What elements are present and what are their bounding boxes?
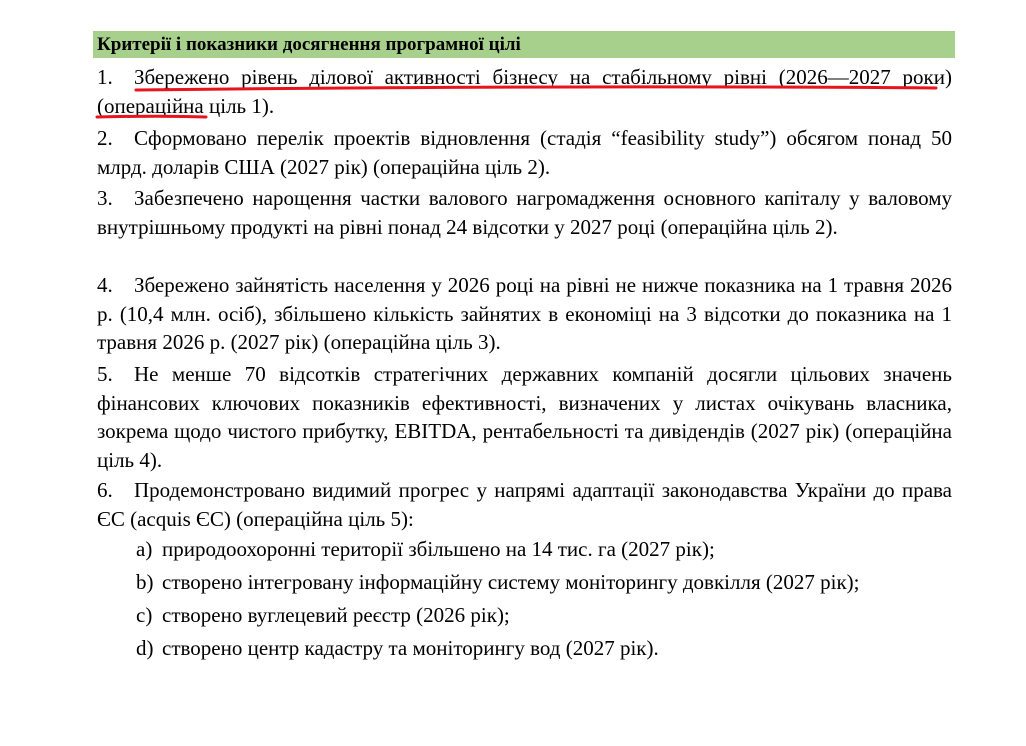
item-text: Збережено зайнятість населення у 2026 році на рівні не нижче показника на 1 травня 2026 р. (10,4 млн. осіб), збільшено кількість зайнятих в економіці на 3 відсотки до показника на 1 травня 2026 р. (2027 рік) (операційна ціль 3). [97,273,952,354]
item-number: 5. [97,362,113,386]
subitem-a [136,535,715,563]
subitem-text: створено інтегровану інформаційну систему моніторингу довкілля (2027 рік); [162,570,860,594]
subitem-c [136,601,510,629]
subitem-b [136,568,859,596]
subitem-letter: a) [136,537,153,561]
item-text: Не менше 70 відсотків стратегічних державних компаній досягли цільових значень фінансових ключових показників ефективності, визначених у листах очікувань власника, зокрема щодо чистого прибутку, EBITDA, рентабельності та дивідендів (2027 рік) (операційна ціль 4). [97,362,952,472]
item-number: 2. [97,126,113,150]
criteria-item-5 [97,360,952,474]
subitem-text: природоохоронні території збільшено на 14 тис. га (2027 рік); [162,537,715,561]
subitem-d [136,634,659,662]
criteria-item-1 [97,63,952,120]
item-text: Сформовано перелік проектів відновлення (стадія “feasibility study”) обсягом понад 50 млрд. доларів США (2027 рік) (операційна ціль 2). [97,126,952,179]
section-title: Критерії і показники досягнення програмної цілі [97,34,521,55]
subitem-letter: c) [136,603,153,627]
item-text: Збережено рівень ділової активності бізнесу на стабільному рівні (2026—2027 роки) (операційна ціль 1). [97,65,952,118]
item-number: 1. [97,65,113,89]
subitem-letter: d) [136,636,154,660]
subitem-letter: b) [136,570,154,594]
criteria-item-2 [97,124,952,181]
criteria-item-6 [97,476,952,533]
criteria-item-3 [97,184,952,241]
subitem-text: створено вуглецевий реєстр (2026 рік); [162,603,510,627]
criteria-item-4 [97,271,952,357]
item-number: 4. [97,273,113,297]
item-number: 3. [97,186,113,210]
item-number: 6. [97,478,113,502]
item-text: Забезпечено нарощення частки валового нагромадження основного капіталу у валовому внутрішньому продукті на рівні понад 24 відсотки у 2027 році (операційна ціль 2). [97,186,952,239]
subitem-text: створено центр кадастру та моніторингу вод (2027 рік). [162,636,659,660]
item-text: Продемонстровано видимий прогрес у напрямі адаптації законодавства України до права ЄС (acquis ЄС) (операційна ціль 5): [97,478,952,531]
